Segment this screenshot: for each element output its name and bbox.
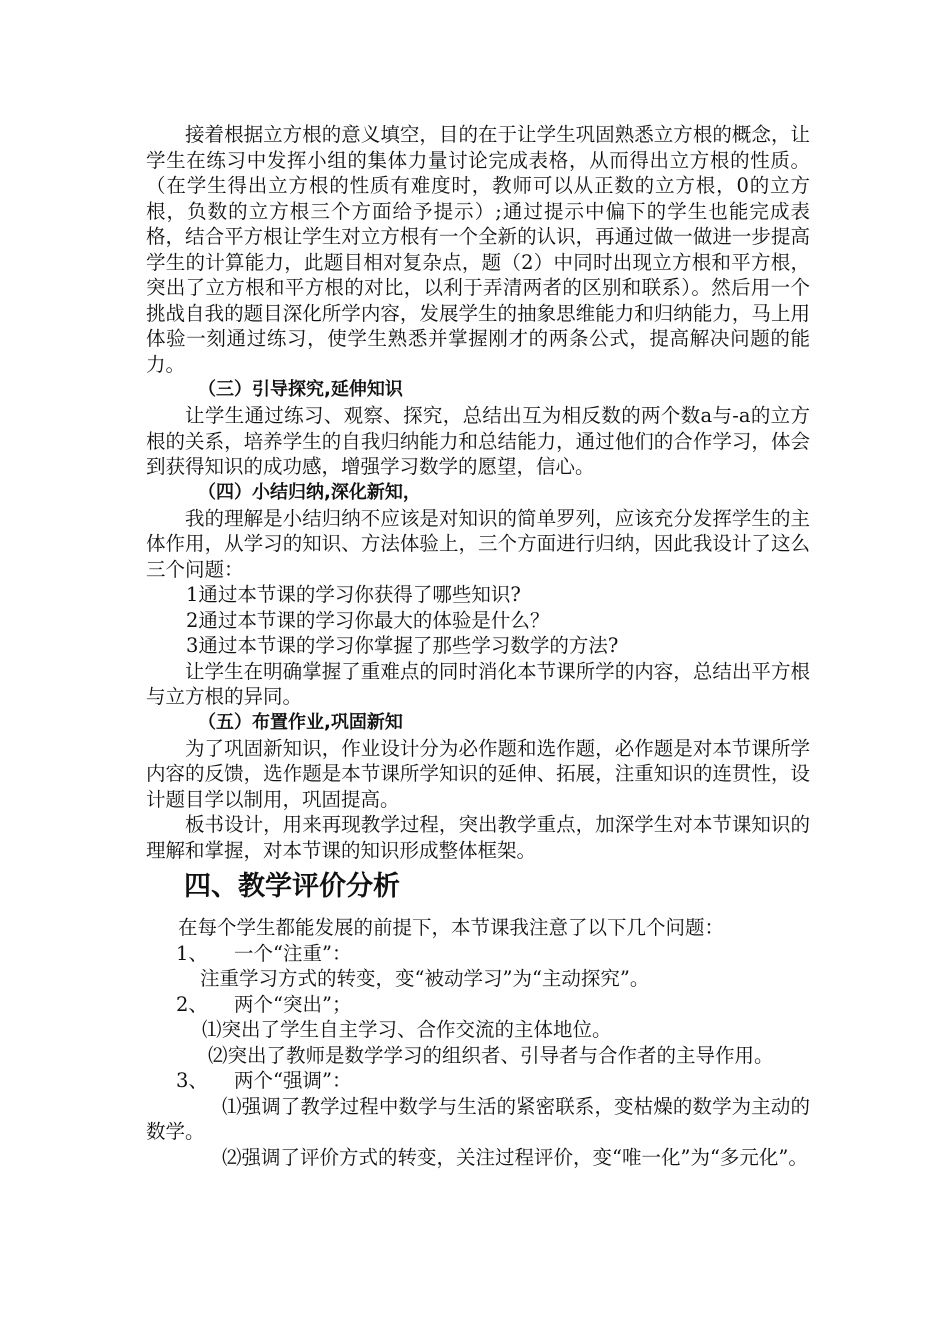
item1-text: 注重学习方式的转变，变“被动学习”为“主动探究”。	[200, 967, 650, 990]
question-1: 1通过本节课的学习你获得了哪些知识?	[186, 583, 521, 606]
step5-paragraph: 为了巩固新知识，作业设计分为必作题和选作题，必作题是对本节课所学内容的反馈，选作题是本节课所学知识的延伸、拓展，注重知识的连贯性，设计题目学以制用，巩固提高。	[146, 736, 810, 811]
step4-paragraph: 我的理解是小结归纳不应该是对知识的简单罗列，应该充分发挥学生的主体作用，从学习的知识、方法体验上，三个方面进行归纳，因此我设计了这么三个问题：	[146, 506, 810, 581]
item2-number: 2、	[176, 992, 208, 1016]
step5-heading: （五）布置作业,巩固新知	[198, 711, 403, 733]
step3-paragraph: 让学生通过练习、观察、探究，总结出互为相反数的两个数a与-a的立方根的关系，培养学生的自我归纳能力和总结能力，通过他们的合作学习，体会到获得知识的成功感，增强学习数学的愿望，信心。	[146, 404, 810, 478]
item3-number: 3、	[176, 1069, 208, 1092]
step4-closing: 让学生在明确掌握了重难点的同时消化本节课所学的内容，总结出平方根与立方根的异同。	[146, 659, 810, 708]
section4-heading: 四、教学评价分析	[184, 871, 400, 902]
item1-line	[146, 941, 810, 967]
item2-title: 两个“突出”；	[234, 992, 352, 1016]
document-page	[146, 122, 810, 1170]
board-paragraph: 板书设计，用来再现教学过程，突出教学重点，加深学生对本节课知识的理解和掌握，对本节课的知识形成整体框架。	[146, 813, 810, 862]
step4-heading: （四）小结归纳,深化新知，	[198, 481, 421, 503]
item2-line	[146, 992, 810, 1018]
question-2: 2通过本节课的学习你最大的体验是什么？	[186, 608, 550, 632]
item3-sub2: ⑵强调了评价方式的转变，关注过程评价，变“唯一化”为“多元化”。	[222, 1145, 808, 1169]
question-3: 3通过本节课的学习你掌握了那些学习数学的方法?	[186, 634, 619, 657]
item3-title: 两个“强调”：	[234, 1069, 352, 1092]
item1-title: 一个“注重”：	[234, 941, 352, 965]
item2-sub2: ⑵突出了教师是数学学习的组织者、引导者与合作者的主导作用。	[208, 1043, 774, 1067]
item1-number: 1、	[176, 941, 208, 965]
step3-heading: （三）引导探究,延伸知识	[198, 379, 403, 400]
section4-intro: 在每个学生都能发展的前提下，本节课我注意了以下几个问题：	[178, 916, 725, 939]
item3-sub1: ⑴强调了教学过程中数学与生活的紧密联系，变枯燥的数学为主动的数学。	[146, 1094, 810, 1143]
item3-line	[146, 1068, 810, 1094]
item2-sub1: ⑴突出了学生自主学习、合作交流的主体地位。	[202, 1018, 612, 1041]
intro-paragraph: 接着根据立方根的意义填空，目的在于让学生巩固熟悉立方根的概念，让学生在练习中发挥小组的集体力量讨论完成表格，从而得出立方根的性质。（在学生得出立方根的性质有难度时，教师可以从正数的立方根，0的立方根，负数的立方根三个方面给予提示）;通过提示中偏下的学生也能完成表格，结合平方根让学生对立方根有一个全新的认识，再通过做一做进一步提高学生的计算能力，此题目相对复杂点，题（2）中同时出现立方根和平方根，突出了立方根和平方根的对比，以利于弄清两者的区别和联系）。然后用一个挑战自我的题目深化所学内容，发展学生的抽象思维能力和归纳能力，马上用体验一刻通过练习，使学生熟悉并掌握刚才的两条公式，提高解决问题的能力。	[146, 123, 810, 376]
